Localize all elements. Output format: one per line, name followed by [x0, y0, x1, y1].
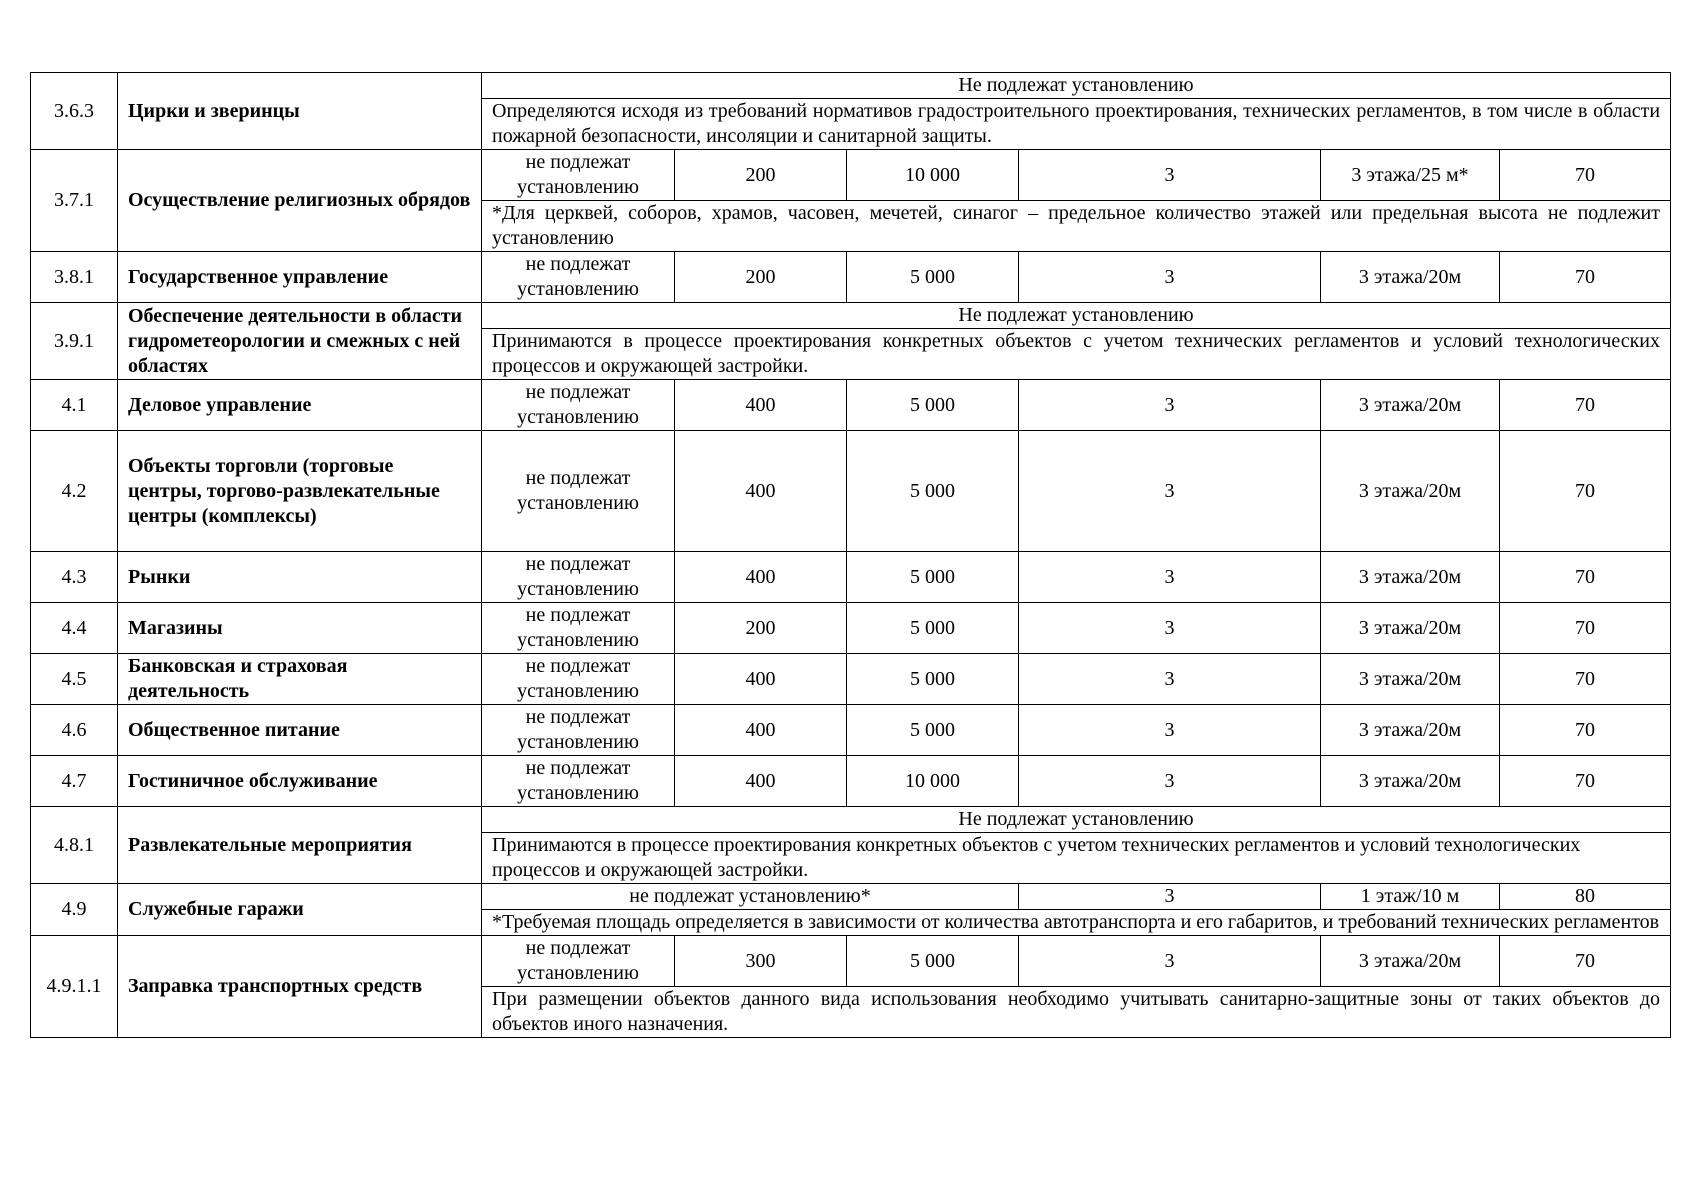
- row-name: Служебные гаражи: [118, 884, 482, 936]
- row-code: 3.7.1: [31, 150, 118, 252]
- min-plot-value: 300: [675, 936, 847, 987]
- row-note: При размещении объектов данного вида использования необходимо учитывать санитарно-защитные зоны от таких объектов до объектов иного назначения.: [482, 987, 1671, 1038]
- floors-height-value: 3 этажа/20м: [1321, 756, 1500, 807]
- min-area-value: не подлежат установлению: [482, 654, 675, 705]
- min-area-value: не подлежат установлению: [482, 380, 675, 431]
- row-code: 4.4: [31, 603, 118, 654]
- setback-value: 3: [1019, 431, 1321, 552]
- min-area-value: не подлежат установлению: [482, 705, 675, 756]
- row-code: 4.5: [31, 654, 118, 705]
- setback-value: 3: [1019, 603, 1321, 654]
- max-plot-value: 5 000: [847, 705, 1019, 756]
- row-name: Осуществление религиозных обрядов: [118, 150, 482, 252]
- max-plot-value: 10 000: [847, 150, 1019, 201]
- row-header-note: Не подлежат установлению: [482, 807, 1671, 833]
- floors-height-value: 3 этажа/20м: [1321, 654, 1500, 705]
- row-name: Цирки и зверинцы: [118, 73, 482, 150]
- row-name: Магазины: [118, 603, 482, 654]
- row-code: 3.8.1: [31, 252, 118, 303]
- setback-value: 3: [1019, 252, 1321, 303]
- table-row: [31, 884, 1671, 910]
- row-note: Определяются исходя из требований нормативов градостроительного проектирования, технических регламентов, в том числе в области пожарной безопасности, инсоляции и санитарной защиты.: [482, 99, 1671, 150]
- row-code: 4.9: [31, 884, 118, 936]
- coverage-percent-value: 70: [1500, 936, 1671, 987]
- min-plot-value: 200: [675, 150, 847, 201]
- coverage-percent-value: 70: [1500, 431, 1671, 552]
- row-note: Принимаются в процессе проектирования конкретных объектов с учетом технических регламентов и условий технологических процессов и окружающей застройки.: [482, 329, 1671, 380]
- min-plot-value: 400: [675, 705, 847, 756]
- row-note: Принимаются в процессе проектирования конкретных объектов с учетом технических регламентов и условий технологических процессов и окружающей застройки.: [482, 833, 1671, 884]
- row-name: Государственное управление: [118, 252, 482, 303]
- max-plot-value: 5 000: [847, 552, 1019, 603]
- min-area-value: не подлежат установлению: [482, 150, 675, 201]
- min-area-value: не подлежат установлению: [482, 252, 675, 303]
- coverage-percent-value: 70: [1500, 252, 1671, 303]
- min-plot-value: 400: [675, 654, 847, 705]
- combined-values: не подлежат установлению*: [482, 884, 1019, 910]
- row-code: 4.8.1: [31, 807, 118, 884]
- floors-height-value: 3 этажа/25 м*: [1321, 150, 1500, 201]
- setback-value: 3: [1019, 150, 1321, 201]
- row-name: Банковская и страховая деятельность: [118, 654, 482, 705]
- max-plot-value: 10 000: [847, 756, 1019, 807]
- min-plot-value: 400: [675, 380, 847, 431]
- setback-value: 3: [1019, 705, 1321, 756]
- floors-height-value: 3 этажа/20м: [1321, 936, 1500, 987]
- table-row: [31, 807, 1671, 833]
- setback-value: 3: [1019, 654, 1321, 705]
- row-code: 4.2: [31, 431, 118, 552]
- max-plot-value: 5 000: [847, 654, 1019, 705]
- coverage-percent-value: 70: [1500, 552, 1671, 603]
- min-plot-value: 200: [675, 603, 847, 654]
- floors-height-value: 3 этажа/20м: [1321, 552, 1500, 603]
- table-row: [31, 756, 1671, 807]
- min-plot-value: 200: [675, 252, 847, 303]
- row-code: 4.7: [31, 756, 118, 807]
- table-row: [31, 552, 1671, 603]
- row-header-note: Не подлежат установлению: [482, 73, 1671, 99]
- coverage-percent-value: 80: [1500, 884, 1671, 910]
- row-code: 4.1: [31, 380, 118, 431]
- row-code: 4.9.1.1: [31, 936, 118, 1038]
- table-row: [31, 603, 1671, 654]
- table-row: [31, 380, 1671, 431]
- floors-height-value: 3 этажа/20м: [1321, 431, 1500, 552]
- max-plot-value: 5 000: [847, 252, 1019, 303]
- table-row: [31, 705, 1671, 756]
- row-name: Гостиничное обслуживание: [118, 756, 482, 807]
- coverage-percent-value: 70: [1500, 603, 1671, 654]
- coverage-percent-value: 70: [1500, 705, 1671, 756]
- floors-height-value: 3 этажа/20м: [1321, 252, 1500, 303]
- row-code: 4.6: [31, 705, 118, 756]
- floors-height-value: 3 этажа/20м: [1321, 603, 1500, 654]
- row-code: 3.6.3: [31, 73, 118, 150]
- min-plot-value: 400: [675, 552, 847, 603]
- max-plot-value: 5 000: [847, 431, 1019, 552]
- table-row: [31, 654, 1671, 705]
- min-area-value: не подлежат установлению: [482, 552, 675, 603]
- max-plot-value: 5 000: [847, 380, 1019, 431]
- min-plot-value: 400: [675, 431, 847, 552]
- setback-value: 3: [1019, 756, 1321, 807]
- table-row: [31, 73, 1671, 99]
- setback-value: 3: [1019, 884, 1321, 910]
- row-header-note: Не подлежат установлению: [482, 303, 1671, 329]
- floors-height-value: 1 этаж/10 м: [1321, 884, 1500, 910]
- row-code: 4.3: [31, 552, 118, 603]
- row-note: *Требуемая площадь определяется в зависимости от количества автотранспорта и его габаритов, и требований технических регламентов: [482, 910, 1671, 936]
- row-note: *Для церквей, соборов, храмов, часовен, мечетей, синагог – предельное количество этажей или предельная высота не подлежит установлению: [482, 201, 1671, 252]
- table-row: [31, 936, 1671, 987]
- row-name: Заправка транспортных средств: [118, 936, 482, 1038]
- min-area-value: не подлежат установлению: [482, 756, 675, 807]
- setback-value: 3: [1019, 936, 1321, 987]
- row-name: Деловое управление: [118, 380, 482, 431]
- coverage-percent-value: 70: [1500, 654, 1671, 705]
- setback-value: 3: [1019, 552, 1321, 603]
- row-name: Развлекательные мероприятия: [118, 807, 482, 884]
- table-row: [31, 431, 1671, 552]
- coverage-percent-value: 70: [1500, 380, 1671, 431]
- table-row: [31, 252, 1671, 303]
- row-code: 3.9.1: [31, 303, 118, 380]
- row-name: Общественное питание: [118, 705, 482, 756]
- regulations-table: [30, 72, 1671, 1038]
- table-row: [31, 150, 1671, 201]
- coverage-percent-value: 70: [1500, 756, 1671, 807]
- floors-height-value: 3 этажа/20м: [1321, 705, 1500, 756]
- min-area-value: не подлежат установлению: [482, 936, 675, 987]
- min-area-value: не подлежат установлению: [482, 603, 675, 654]
- table-row: [31, 303, 1671, 329]
- row-name: Рынки: [118, 552, 482, 603]
- min-area-value: не подлежат установлению: [482, 431, 675, 552]
- max-plot-value: 5 000: [847, 936, 1019, 987]
- floors-height-value: 3 этажа/20м: [1321, 380, 1500, 431]
- max-plot-value: 5 000: [847, 603, 1019, 654]
- setback-value: 3: [1019, 380, 1321, 431]
- coverage-percent-value: 70: [1500, 150, 1671, 201]
- min-plot-value: 400: [675, 756, 847, 807]
- row-name: Обеспечение деятельности в области гидрометеорологии и смежных с ней областях: [118, 303, 482, 380]
- row-name: Объекты торговли (торговые центры, торгово-развлекательные центры (комплексы): [118, 431, 482, 552]
